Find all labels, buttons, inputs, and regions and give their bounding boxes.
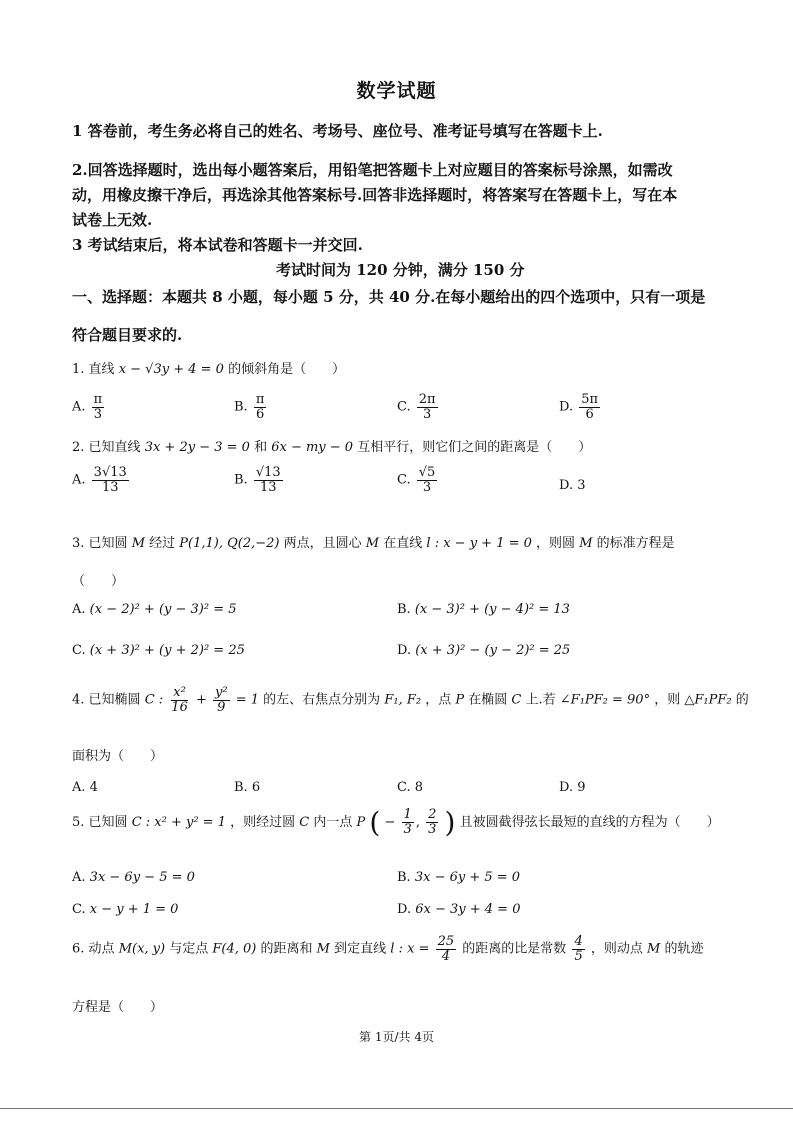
q4-fraction-y: $\frac{\text{y²}}{9}$ (215, 685, 228, 715)
option-value: 3x − 6y − 5 = 0 (89, 870, 195, 885)
q6-prefix: 6. 动点 (72, 941, 115, 957)
q5-point: P (356, 815, 366, 830)
option-fraction: $\frac{\pi}{3}$ (93, 392, 103, 422)
option-label: D. (397, 643, 412, 658)
option-label: D. (397, 902, 412, 917)
exam-time: 考试时间为 120 分钟，满分 150 分 (276, 261, 525, 279)
option-fraction: $\frac{3√13}{13}$ (93, 465, 127, 495)
q4-text: 上.若 (525, 692, 556, 708)
page-footer: 第 1页/共 4页 (359, 1030, 434, 1044)
q4-equals: = 1 (235, 692, 260, 708)
section-1-line-2: 符合题目要求的. (72, 326, 183, 344)
option-label: C. (72, 902, 86, 917)
q1-option-d (559, 393, 602, 421)
option-value: 6x − 3y + 4 = 0 (415, 902, 521, 917)
q2-and: 和 (254, 440, 268, 455)
option-value: 3 (577, 478, 586, 493)
option-fraction: $\frac{√13}{13}$ (255, 465, 281, 495)
option-value: (x + 3)² + (y + 2)² = 25 (89, 643, 245, 658)
q5-suffix: 且被圆截得弦长最短的直线的方程为（ ） (459, 815, 720, 830)
q1-prefix: 1. 直线 (72, 362, 115, 377)
q4-option-c (397, 780, 423, 795)
q6-line-2: 方程是（ ） (72, 1000, 164, 1015)
q1-suffix: 的倾斜角是（ ） (228, 362, 346, 377)
q3-points: P(1,1), Q(2,−2) (179, 536, 280, 551)
q5-prefix: 5. 已知圆 (72, 815, 128, 830)
q3-option-a (72, 602, 237, 617)
option-value: 3x − 6y + 5 = 0 (414, 870, 521, 885)
option-value: 6 (251, 780, 261, 795)
q5-option-b (397, 870, 520, 885)
option-label: D. (559, 478, 574, 493)
option-label: B. (234, 780, 248, 795)
q3-text: ，则圆 (536, 536, 576, 551)
q5-circle: C : x² + y² = 1 (131, 815, 226, 830)
q5-right-paren: ) (444, 806, 456, 839)
question-1 (72, 358, 345, 377)
option-label: B. (397, 602, 411, 617)
q4-triangle: △F₁PF₂ (684, 692, 732, 708)
q1-option-c (397, 393, 440, 421)
q2-suffix: 互相平行，则它们之间的距离是（ ） (357, 440, 592, 455)
q6-text: 到定直线 (334, 941, 387, 957)
q3-text: 两点，且圆心 (283, 536, 362, 551)
q3-circle-m: M (131, 536, 145, 551)
q3-center-m: M (365, 536, 380, 551)
q2-option-d (559, 478, 586, 493)
q6-fraction-directrix: $\frac{25}{4}$ (437, 934, 455, 964)
option-label: C. (397, 399, 411, 415)
option-value: 4 (89, 780, 98, 795)
option-label: A. (72, 780, 86, 795)
q4-text: ，则 (654, 692, 681, 708)
q6-text: 的距离和 (260, 941, 313, 957)
q6-text: ，则动点 (590, 941, 643, 957)
option-fraction: $\frac{\pi}{6}$ (255, 392, 265, 422)
q6-point-m: M (647, 941, 661, 957)
q5-text: 内一点 (313, 815, 353, 830)
option-label: D. (559, 399, 574, 415)
option-value: x − y + 1 = 0 (89, 902, 179, 917)
q4-option-d (559, 780, 586, 795)
option-value: 8 (414, 780, 424, 795)
q6-point-f: F(4, 0) (212, 941, 257, 957)
q6-point-m: M (316, 941, 330, 957)
option-value: 9 (577, 780, 586, 795)
q3-line: l : x − y + 1 = 0 (426, 536, 532, 551)
option-value: (x − 3)² + (y − 4)² = 13 (414, 602, 570, 617)
question-3 (72, 532, 675, 551)
q5-fraction-x: $\frac{1}{3}$ (403, 807, 412, 837)
q2-option-a (72, 466, 131, 494)
q5-option-c (72, 902, 178, 917)
q1-option-a (72, 393, 106, 421)
option-label: C. (72, 643, 86, 658)
option-label: A. (72, 472, 86, 488)
option-label: D. (559, 780, 574, 795)
option-label: B. (234, 399, 248, 415)
section-1-line-1: 一、选择题：本题共 8 小题，每小题 5 分，共 40 分.在每小题给出的四个选项中，只有一项是 (72, 288, 706, 306)
instruction-2-line-1: 2.回答选择题时，选出每小题答案后，用铅笔把答题卡上对应题目的答案标号涂黑，如需改 (72, 161, 673, 179)
instruction-3: 3 考试结束后，将本试卷和答题卡一并交回. (72, 236, 363, 254)
option-label: B. (234, 472, 248, 488)
q4-option-a (72, 780, 98, 795)
q2-option-c (397, 466, 439, 494)
instruction-2-line-3: 试卷上无效. (72, 211, 153, 229)
option-label: C. (397, 472, 411, 488)
q2-prefix: 2. 已知直线 (72, 440, 141, 455)
option-value: (x − 2)² + (y − 3)² = 5 (89, 602, 237, 617)
q3-option-d (397, 643, 570, 658)
q6-text: 与定点 (169, 941, 209, 957)
option-label: B. (397, 870, 411, 885)
q3-option-b (397, 602, 570, 617)
question-2 (72, 436, 591, 455)
q3-answer-paren: （ ） (72, 574, 125, 589)
q2-equation-2: 6x − my − 0 (271, 440, 354, 455)
q2-option-b (234, 466, 285, 494)
question-4 (72, 686, 749, 714)
option-fraction: $\frac{2\pi}{3}$ (418, 392, 436, 422)
q3-option-c (72, 643, 245, 658)
page-title: 数学试题 (356, 80, 437, 102)
q6-text: 的轨迹 (664, 941, 704, 957)
q3-circle-m: M (579, 536, 593, 551)
q2-equation-1: 3x + 2y − 3 = 0 (144, 440, 250, 455)
q6-text: 的距离的比是常数 (462, 941, 567, 957)
instruction-2-line-2: 动，用橡皮擦干净后，再选涂其他答案标号.回答非选择题时，将答案写在答题卡上，写在本 (72, 186, 678, 204)
q4-text: 的 (735, 692, 749, 708)
q4-text: ，点 (425, 692, 452, 708)
q1-option-b (234, 393, 268, 421)
option-value: (x + 3)² − (y − 2)² = 25 (415, 643, 571, 658)
q4-plus: + (195, 692, 207, 708)
q3-text: 在直线 (383, 536, 423, 551)
q4-ellipse-name: C (511, 692, 522, 708)
option-label: A. (72, 399, 86, 415)
q5-minus: − (384, 815, 396, 830)
q5-text: ，则经过圆 (230, 815, 296, 830)
instruction-1: 1 答卷前，考生务必将自己的姓名、考场号、座位号、准考证号填写在答题卡上. (72, 122, 603, 140)
q6-point-m: M(x, y) (118, 941, 166, 957)
q3-text: 的标准方程是 (596, 536, 675, 551)
q1-equation: x − √3y + 4 = 0 (118, 362, 224, 377)
question-5: 5. 已知圆 C : x² + y² = 1 ，则经过圆 C 内一点 P ( − $\frac{1}{3}$ , $\frac{2}{3}$ ) 且被圆截得弦长最短的直线的方程为（ ） (72, 806, 720, 839)
q5-circle-name: C (299, 815, 310, 830)
q4-prefix: 4. 已知椭圆 (72, 692, 141, 708)
q5-fraction-y: $\frac{2}{3}$ (428, 807, 437, 837)
q4-ellipse-name: C : (144, 692, 164, 708)
q4-foci: F₁, F₂ (384, 692, 422, 708)
option-label: C. (397, 780, 411, 795)
option-fraction: $\frac{5\pi}{6}$ (581, 392, 599, 422)
q5-option-d (397, 902, 520, 917)
question-6 (72, 935, 703, 963)
option-label: A. (72, 602, 86, 617)
q4-point: P (455, 692, 465, 708)
q4-text: 的左、右焦点分别为 (263, 692, 381, 708)
q3-prefix: 3. 已知圆 (72, 536, 128, 551)
q4-angle: ∠F₁PF₂ = 90° (559, 692, 651, 708)
option-label: A. (72, 870, 86, 885)
q4-line-2: 面积为（ ） (72, 749, 164, 764)
q6-fraction-ratio: $\frac{4}{5}$ (574, 934, 583, 964)
q4-option-b (234, 780, 260, 795)
q6-line: l : x = (390, 941, 430, 957)
q5-left-paren: ( (369, 806, 381, 839)
q4-fraction-x: $\frac{\text{x²}}{16}$ (171, 685, 188, 715)
option-fraction: $\frac{√5}{3}$ (418, 465, 436, 495)
q5-option-a (72, 870, 195, 885)
q3-text: 经过 (149, 536, 176, 551)
bottom-divider (0, 1108, 793, 1109)
q4-text: 在椭圆 (468, 692, 508, 708)
